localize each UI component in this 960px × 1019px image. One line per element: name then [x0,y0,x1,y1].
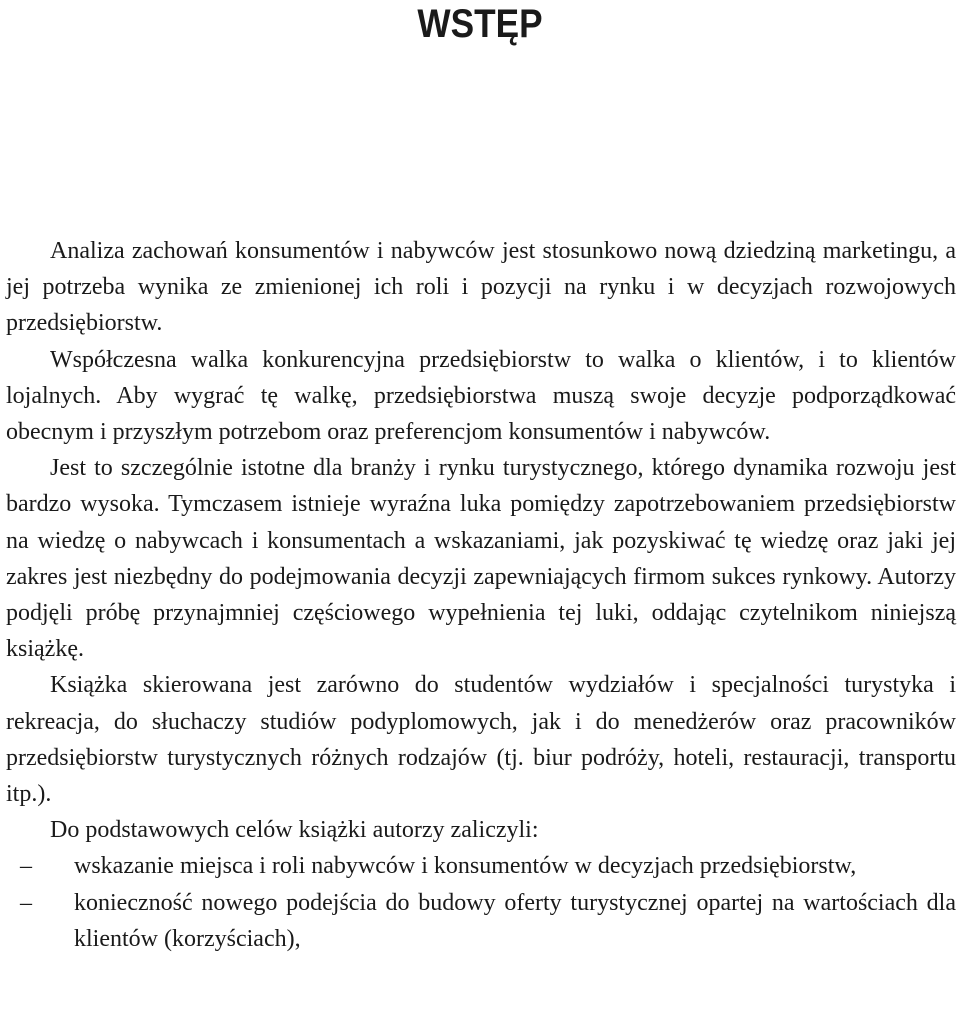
page-title: WSTĘP [417,2,543,46]
paragraph-4: Książka skierowana jest zarówno do studentów wydziałów i specjalności turystyka i rekreacja, do słuchaczy studiów podyplomowych, jak i do menedżerów oraz pracowników przedsiębiorstw turystycznych różnych rodzajów (tj. biur podróży, hoteli, restauracji, transportu itp.). [6,672,956,808]
list-item [6,885,956,957]
list-item [6,848,956,884]
paragraph-3: Jest to szczególnie istotne dla branży i rynku turystycznego, którego dynamika rozwoju jest bardzo wysoka. Tymczasem istnieje wyraźna luka pomiędzy zapotrzebowaniem przedsiębiorstw na wiedzę o nabywcach i konsumentach a wskazaniami, jak pozyskiwać tę wiedzę oraz jaki jej zakres jest niezbędny do podejmowania decyzji zapewniających firmom sukces rynkowy. Autorzy podjęli próbę przynajmniej częściowego wypełnienia tej luki, oddając czytelnikom niniejszą książkę. [6,455,956,663]
goals-list [6,848,956,957]
dash-marker: – [20,853,32,880]
document-body [6,233,956,957]
paragraph-1: Analiza zachowań konsumentów i nabywców jest stosunkowo nową dziedziną marketingu, a jej potrzeba wynika ze zmienionej ich roli i pozycji na rynku i w decyzjach rozwojowych przedsiębiorstw. [6,238,956,337]
dash-marker: – [20,889,32,916]
list-item-text: konieczność nowego podejścia do budowy oferty turystycznej opartej na wartościach dla klientów (korzyściach), [74,889,956,952]
paragraph-5: Do podstawowych celów książki autorzy zaliczyli: [50,817,539,844]
paragraph-2: Współczesna walka konkurencyjna przedsiębiorstw to walka o klientów, i to klientów lojalnych. Aby wygrać tę walkę, przedsiębiorstwa muszą swoje decyzje podporządkować obecnym i przyszłym potrzebom oraz preferencjom konsumentów i nabywców. [6,346,956,446]
list-item-text: wskazanie miejsca i roli nabywców i konsumentów w decyzjach przedsiębiorstw, [74,853,857,880]
